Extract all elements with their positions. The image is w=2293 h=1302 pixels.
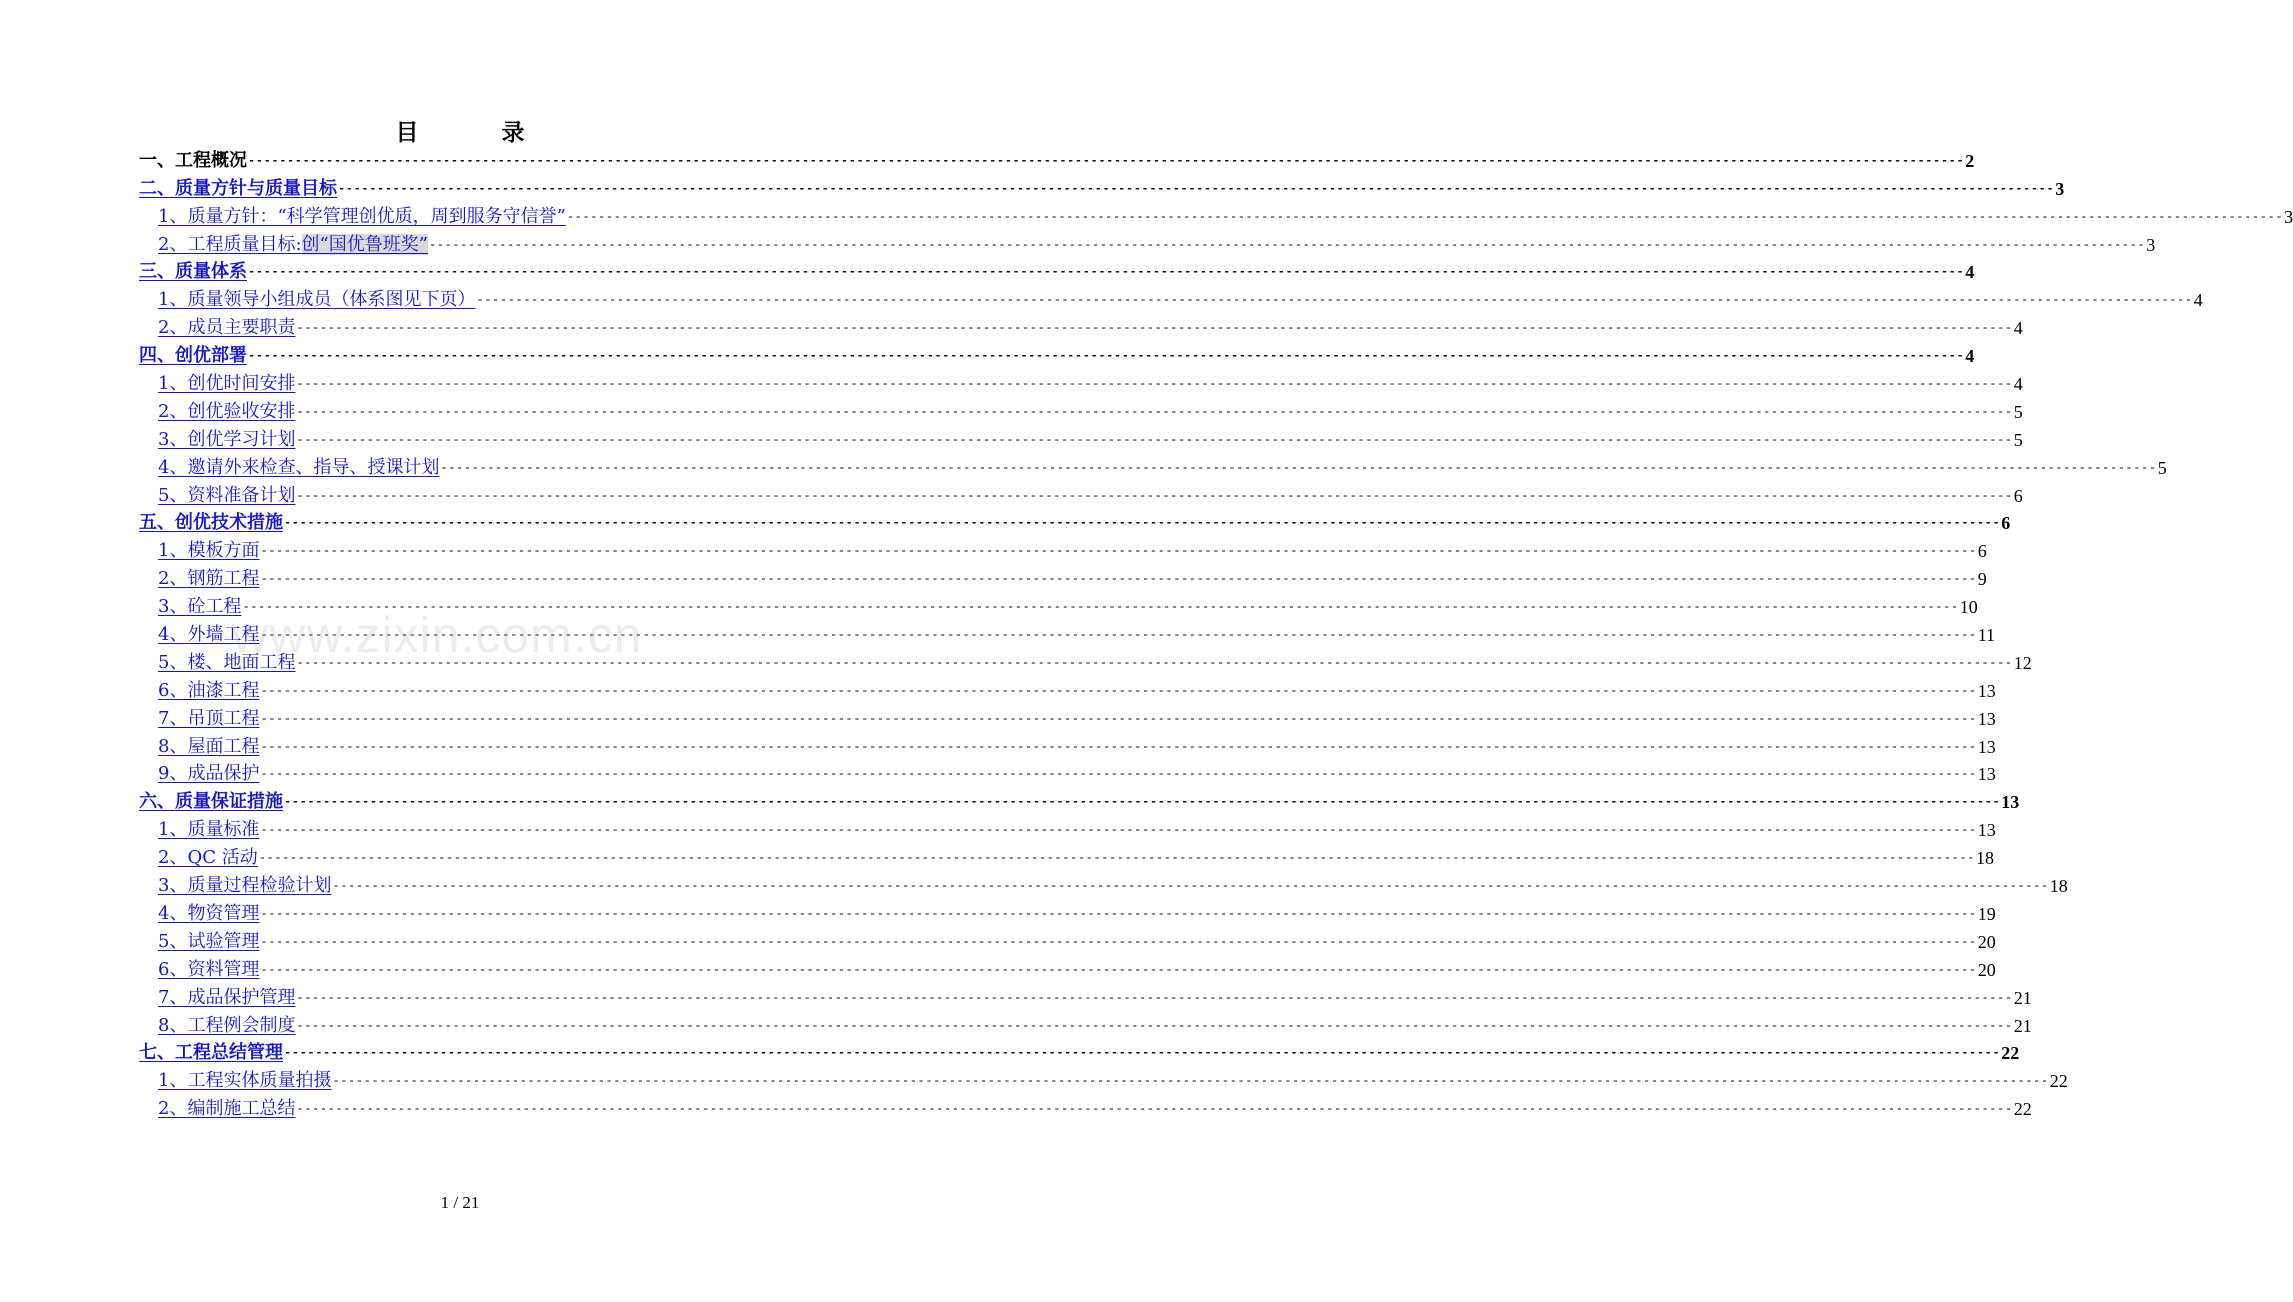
toc-entry[interactable]: [139, 507, 2011, 535]
dot-leader: ----------------------------------------------------------------------------------------------------------------------------------------------------------------------------------------------------------------------------: [242, 600, 1959, 615]
toc-entry-text: 2、创优验收安排: [158, 400, 296, 422]
dot-leader: ----------------------------------------------------------------------------------------------------------------------------------------------------------------------------------------------------------------------------: [260, 934, 1977, 949]
dot-leader: ----------------------------------------------------------------------------------------------------------------------------------------------------------------------------------------------------------------------------: [260, 739, 1977, 754]
toc-entry-label[interactable]: [158, 708, 259, 730]
dot-leader: ----------------------------------------------------------------------------------------------------------------------------------------------------------------------------------------------------------------------------: [248, 153, 1965, 168]
toc-page-number: 4: [1965, 346, 1975, 367]
dot-leader: ----------------------------------------------------------------------------------------------------------------------------------------------------------------------------------------------------------------------------: [296, 488, 2013, 503]
toc-entry-text: 6、资料管理: [158, 958, 260, 980]
toc-entry[interactable]: [139, 981, 2032, 1009]
toc-entry-text: 1、质量领导小组成员（体系图见下页）: [158, 289, 476, 311]
toc-page-number: 6: [1977, 541, 1987, 562]
toc-entry-label[interactable]: [158, 931, 259, 953]
toc-entry-text: 3、质量过程检验计划: [158, 875, 332, 897]
watermark: www.zixin.com.cn: [232, 607, 643, 663]
dot-leader: ----------------------------------------------------------------------------------------------------------------------------------------------------------------------------------------------------------------------------: [566, 209, 2284, 224]
toc-entry-text: 2、工程质量目标:: [158, 233, 302, 255]
toc-entry-label[interactable]: [158, 680, 259, 702]
toc-page-number: 6: [2013, 485, 2023, 506]
toc-page-number: 13: [1977, 764, 1996, 785]
toc-entry-label[interactable]: [158, 987, 295, 1009]
toc-entry[interactable]: [139, 953, 1996, 981]
dot-leader: ----------------------------------------------------------------------------------------------------------------------------------------------------------------------------------------------------------------------------: [260, 628, 1977, 643]
dot-leader: ----------------------------------------------------------------------------------------------------------------------------------------------------------------------------------------------------------------------------: [296, 432, 2013, 447]
toc-entry-label[interactable]: [158, 736, 259, 758]
toc-entry[interactable]: [139, 590, 1978, 618]
toc-entry[interactable]: [139, 1009, 2032, 1037]
toc-page-number: 2: [1965, 150, 1975, 171]
toc-entry[interactable]: [139, 534, 1987, 562]
toc-entry: [139, 144, 1975, 172]
toc-title: 目 录: [395, 119, 555, 146]
toc-entry-label[interactable]: [139, 791, 283, 813]
toc-entry-label[interactable]: [158, 624, 259, 646]
toc-page-number: 11: [1977, 625, 1996, 646]
toc-entry-label[interactable]: [158, 875, 331, 897]
toc-entry[interactable]: [139, 758, 1996, 786]
toc-entry[interactable]: [139, 479, 2023, 507]
toc-entry-label[interactable]: [158, 540, 259, 562]
toc-entry-text: 1、工程实体质量拍摄: [158, 1070, 332, 1092]
dot-leader: ----------------------------------------------------------------------------------------------------------------------------------------------------------------------------------------------------------------------------: [248, 349, 1965, 364]
toc-entry-text: 六、质量保证措施: [139, 791, 283, 813]
toc-entry-label[interactable]: [139, 512, 283, 534]
toc-entry-label[interactable]: [158, 289, 475, 311]
toc-entry-label[interactable]: [158, 819, 259, 841]
toc-entry[interactable]: [139, 200, 2293, 228]
dot-leader: ----------------------------------------------------------------------------------------------------------------------------------------------------------------------------------------------------------------------------: [476, 293, 2193, 308]
toc-entry-label[interactable]: [158, 1015, 295, 1037]
toc-entry-text: 5、试验管理: [158, 930, 260, 952]
toc-entry-text: 8、工程例会制度: [158, 1014, 296, 1036]
toc-page-number: 13: [1977, 736, 1996, 757]
toc-page-number: 3: [2055, 178, 2065, 199]
dot-leader: ----------------------------------------------------------------------------------------------------------------------------------------------------------------------------------------------------------------------------: [248, 265, 1965, 280]
toc-entry-label[interactable]: [158, 429, 295, 451]
dot-leader: ----------------------------------------------------------------------------------------------------------------------------------------------------------------------------------------------------------------------------: [284, 516, 2001, 531]
toc-entry-text: 七、工程总结管理: [139, 1042, 283, 1064]
dot-leader: ----------------------------------------------------------------------------------------------------------------------------------------------------------------------------------------------------------------------------: [296, 1018, 2013, 1033]
toc-entry-text: 5、资料准备计划: [158, 484, 296, 506]
toc-entry[interactable]: [139, 562, 1987, 590]
toc-page-number: 18: [1975, 848, 1994, 869]
toc-entry[interactable]: [139, 339, 1975, 367]
toc-entry[interactable]: [139, 813, 1996, 841]
dot-leader: ----------------------------------------------------------------------------------------------------------------------------------------------------------------------------------------------------------------------------: [296, 404, 2013, 419]
toc-entry-highlight-text: 创“国优鲁班奖”: [301, 233, 428, 255]
toc-entry-label[interactable]: [158, 401, 295, 423]
toc-entry[interactable]: [139, 1064, 2068, 1092]
toc-entry-label[interactable]: [158, 317, 295, 339]
toc-entry-text: 1、质量标准: [158, 819, 260, 841]
toc-entry[interactable]: [139, 925, 1996, 953]
toc-entry-label[interactable]: [158, 568, 259, 590]
toc-entry-label[interactable]: [158, 1098, 295, 1120]
toc-page-number: 13: [1977, 820, 1996, 841]
toc-entry[interactable]: [139, 618, 1996, 646]
toc-entry-text: 1、模板方面: [158, 540, 260, 562]
page-number-footer: 1 / 21: [440, 1193, 480, 1212]
toc-entry-label[interactable]: [158, 234, 428, 256]
toc-entry-label[interactable]: [158, 763, 259, 785]
dot-leader: ----------------------------------------------------------------------------------------------------------------------------------------------------------------------------------------------------------------------------: [260, 906, 1977, 921]
toc-entry-label[interactable]: [158, 652, 295, 674]
toc-entry[interactable]: [139, 897, 1996, 925]
dot-leader: ----------------------------------------------------------------------------------------------------------------------------------------------------------------------------------------------------------------------------: [260, 572, 1977, 587]
toc-page-number: 4: [2013, 318, 2023, 339]
toc-entry[interactable]: [139, 1037, 2020, 1065]
dot-leader: ----------------------------------------------------------------------------------------------------------------------------------------------------------------------------------------------------------------------------: [260, 544, 1977, 559]
dot-leader: ----------------------------------------------------------------------------------------------------------------------------------------------------------------------------------------------------------------------------: [260, 962, 1977, 977]
toc-page-number: 13: [1977, 680, 1996, 701]
toc-entry[interactable]: [139, 228, 2156, 256]
dot-leader: ----------------------------------------------------------------------------------------------------------------------------------------------------------------------------------------------------------------------------: [260, 767, 1977, 782]
toc-entry-label[interactable]: [158, 373, 295, 395]
toc-entry[interactable]: [139, 1092, 2032, 1120]
toc-page-number: 9: [1977, 569, 1987, 590]
toc-entry-label[interactable]: [158, 903, 259, 925]
toc-entry[interactable]: [139, 451, 2167, 479]
toc-entry-text: 1、质量方针：“科学管理创优质，周到服务守信誉”: [158, 205, 566, 227]
toc-entry-text: 8、屋面工程: [158, 735, 260, 757]
dot-leader: ----------------------------------------------------------------------------------------------------------------------------------------------------------------------------------------------------------------------------: [296, 377, 2013, 392]
dot-leader: ----------------------------------------------------------------------------------------------------------------------------------------------------------------------------------------------------------------------------: [332, 879, 2049, 894]
toc-entry-text: 一、工程概况: [139, 149, 247, 171]
toc-entry-text: 7、吊顶工程: [158, 707, 260, 729]
toc-page-number: 4: [2193, 290, 2203, 311]
toc-entry-label[interactable]: [158, 847, 258, 869]
toc-page-number: 20: [1977, 931, 1996, 952]
toc-entry-text: 2、编制施工总结: [158, 1098, 296, 1120]
toc-entry-text: 四、创优部署: [139, 345, 247, 367]
toc-entry[interactable]: [139, 395, 2023, 423]
toc-entry-text: 4、外墙工程: [158, 624, 260, 646]
toc-page-number: 4: [1965, 262, 1975, 283]
toc-entry-label[interactable]: [158, 485, 295, 507]
toc-entry-text: 2、QC 活动: [158, 847, 258, 869]
toc-entry-text: 2、钢筋工程: [158, 568, 260, 590]
toc-entry[interactable]: [139, 423, 2023, 451]
toc-entry-text: 2、成员主要职责: [158, 317, 296, 339]
toc-entry[interactable]: [139, 256, 1975, 284]
toc-page-number: 21: [2013, 987, 2032, 1008]
toc-page-number: 10: [1959, 597, 1978, 618]
toc-entry-label[interactable]: [158, 1070, 331, 1092]
dot-leader: ----------------------------------------------------------------------------------------------------------------------------------------------------------------------------------------------------------------------------: [296, 321, 2013, 336]
toc-entry-text: 4、物资管理: [158, 902, 260, 924]
toc-page-number: 12: [2013, 652, 2032, 673]
toc-page-number: 3: [2284, 206, 2293, 227]
dot-leader: ----------------------------------------------------------------------------------------------------------------------------------------------------------------------------------------------------------------------------: [332, 1074, 2049, 1089]
dot-leader: ----------------------------------------------------------------------------------------------------------------------------------------------------------------------------------------------------------------------------: [258, 851, 1975, 866]
toc-page-number: 21: [2013, 1015, 2032, 1036]
table-of-contents: [139, 144, 2293, 1120]
toc-page-number: 3: [2146, 234, 2156, 255]
toc-entry[interactable]: [139, 646, 2032, 674]
toc-entry-label[interactable]: [158, 206, 566, 228]
toc-entry-label[interactable]: [158, 959, 259, 981]
dot-leader: ----------------------------------------------------------------------------------------------------------------------------------------------------------------------------------------------------------------------------: [428, 237, 2146, 252]
toc-entry-text: 7、成品保护管理: [158, 986, 296, 1008]
dot-leader: ----------------------------------------------------------------------------------------------------------------------------------------------------------------------------------------------------------------------------: [284, 1046, 2001, 1061]
toc-page-number: 18: [2049, 876, 2068, 897]
toc-page-number: 5: [2157, 457, 2167, 478]
dot-leader: ----------------------------------------------------------------------------------------------------------------------------------------------------------------------------------------------------------------------------: [284, 795, 2001, 810]
dot-leader: ----------------------------------------------------------------------------------------------------------------------------------------------------------------------------------------------------------------------------: [296, 990, 2013, 1005]
toc-entry[interactable]: [139, 367, 2023, 395]
dot-leader: ----------------------------------------------------------------------------------------------------------------------------------------------------------------------------------------------------------------------------: [260, 823, 1977, 838]
toc-entry-text: 3、创优学习计划: [158, 428, 296, 450]
dot-leader: ----------------------------------------------------------------------------------------------------------------------------------------------------------------------------------------------------------------------------: [338, 181, 2055, 196]
toc-entry-label[interactable]: [139, 1042, 283, 1064]
toc-entry-text: 五、创优技术措施: [139, 512, 283, 534]
toc-entry-text: 5、楼、地面工程: [158, 651, 296, 673]
dot-leader: ----------------------------------------------------------------------------------------------------------------------------------------------------------------------------------------------------------------------------: [260, 711, 1977, 726]
toc-page-number: 4: [2013, 374, 2023, 395]
toc-page-number: 13: [1977, 708, 1996, 729]
toc-page-number: 19: [1977, 903, 1996, 924]
toc-entry-label[interactable]: [158, 596, 241, 618]
toc-entry-text: 4、邀请外来检查、指导、授课计划: [158, 456, 440, 478]
dot-leader: ----------------------------------------------------------------------------------------------------------------------------------------------------------------------------------------------------------------------------: [296, 655, 2013, 670]
toc-entry[interactable]: [139, 283, 2203, 311]
toc-page-number: 5: [2013, 401, 2023, 422]
toc-entry[interactable]: [139, 785, 2020, 813]
toc-entry-text: 3、砼工程: [158, 596, 242, 618]
toc-page-number: 22: [2001, 1043, 2020, 1064]
toc-entry-text: 6、油漆工程: [158, 679, 260, 701]
toc-page-number: 13: [2001, 792, 2020, 813]
toc-entry[interactable]: [139, 869, 2068, 897]
toc-page-number: 6: [2001, 513, 2011, 534]
toc-page-number: 5: [2013, 429, 2023, 450]
toc-entry-label[interactable]: [158, 457, 439, 479]
dot-leader: ----------------------------------------------------------------------------------------------------------------------------------------------------------------------------------------------------------------------------: [260, 683, 1977, 698]
toc-entry-label: [139, 150, 247, 172]
toc-entry[interactable]: [139, 730, 1996, 758]
toc-entry-text: 二、质量方针与质量目标: [139, 177, 337, 199]
toc-entry-text: 1、创优时间安排: [158, 373, 296, 395]
toc-entry[interactable]: [139, 702, 1996, 730]
toc-entry-label[interactable]: [139, 261, 247, 283]
toc-entry-text: 9、成品保护: [158, 763, 260, 785]
toc-entry-label[interactable]: [139, 178, 337, 200]
toc-entry-text: 三、质量体系: [139, 261, 247, 283]
toc-page-number: 22: [2049, 1071, 2068, 1092]
toc-entry[interactable]: [139, 841, 1994, 869]
toc-page-number: 22: [2013, 1099, 2032, 1120]
toc-entry[interactable]: [139, 674, 1996, 702]
toc-entry[interactable]: [139, 311, 2023, 339]
toc-page-number: 20: [1977, 959, 1996, 980]
dot-leader: ----------------------------------------------------------------------------------------------------------------------------------------------------------------------------------------------------------------------------: [296, 1102, 2013, 1117]
dot-leader: ----------------------------------------------------------------------------------------------------------------------------------------------------------------------------------------------------------------------------: [440, 460, 2157, 475]
toc-entry[interactable]: [139, 172, 2065, 200]
toc-entry-label[interactable]: [139, 345, 247, 367]
